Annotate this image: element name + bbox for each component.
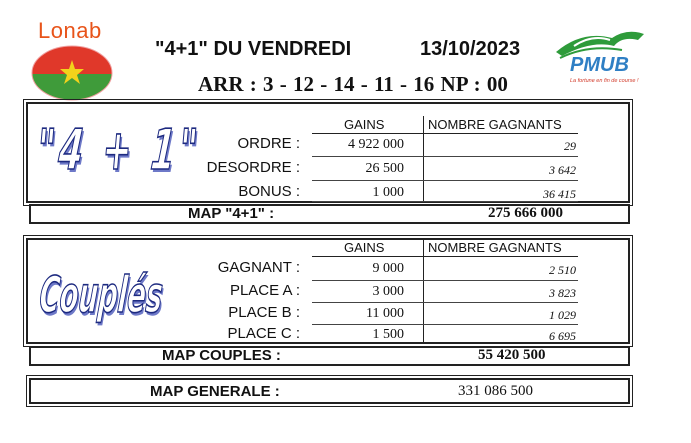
- winners-place-c: 6 695: [549, 329, 576, 343]
- map-couples-value: 55 420 500: [478, 347, 546, 363]
- map-four-plus-one-label: MAP "4+1" :: [188, 205, 275, 222]
- gain-bonus: 1 000: [372, 185, 404, 200]
- row-divider: [312, 156, 578, 157]
- gains-header: GAINS: [344, 240, 385, 255]
- row-divider: [312, 302, 578, 303]
- row-label-gagnant: GAGNANT :: [217, 259, 300, 276]
- row-divider: [312, 180, 578, 181]
- lonab-logo-text: Lonab: [38, 18, 102, 43]
- row-divider: [312, 280, 578, 281]
- map-couples-label: MAP COUPLES :: [162, 347, 281, 364]
- pmub-logo: [552, 24, 662, 96]
- winners-place-a: 3 823: [549, 286, 576, 300]
- row-divider: [312, 201, 578, 202]
- winners-place-b: 1 029: [549, 308, 576, 322]
- winners-bonus: 36 415: [543, 187, 576, 201]
- gain-gagnant: 9 000: [372, 261, 404, 276]
- gain-ordre: 4 922 000: [348, 137, 404, 152]
- map-generale-label: MAP GENERALE :: [150, 383, 280, 400]
- column-divider: [423, 116, 424, 202]
- gain-place-c: 1 500: [372, 327, 404, 342]
- winners-gagnant: 2 510: [549, 263, 576, 277]
- lonab-logo: [26, 18, 118, 104]
- column-divider: [423, 240, 424, 342]
- gain-place-b: 11 000: [366, 306, 404, 321]
- burkina-flag-emblem-icon: [30, 44, 114, 102]
- pmub-tagline: La fortune en fin de course !: [570, 78, 639, 84]
- row-divider: [312, 324, 578, 325]
- winners-header: NOMBRE GAGNANTS: [428, 117, 562, 132]
- header-divider: [312, 133, 578, 134]
- couples-label: Couplés: [37, 266, 165, 324]
- map-generale-bar: [29, 378, 630, 404]
- map-four-plus-one-value: 275 666 000: [488, 205, 563, 221]
- gain-place-a: 3 000: [372, 284, 404, 299]
- row-label-bonus: BONUS :: [238, 183, 300, 200]
- winners-header: NOMBRE GAGNANTS: [428, 240, 562, 255]
- map-generale-value: 331 086 500: [458, 383, 533, 399]
- pmub-logo-text: PMUB: [570, 54, 629, 76]
- winners-desordre: 3 642: [549, 163, 576, 177]
- gains-header: GAINS: [344, 117, 385, 132]
- arrival-result: ARR : 3 - 12 - 14 - 11 - 16 NP : 00: [198, 72, 508, 96]
- gain-desordre: 26 500: [365, 161, 404, 176]
- race-date: 13/10/2023: [420, 38, 521, 60]
- winners-ordre: 29: [564, 139, 576, 153]
- row-label-desordre: DESORDRE :: [206, 159, 300, 176]
- row-label-place-b: PLACE B :: [228, 304, 300, 321]
- four-plus-one-label: "4 + 1": [34, 118, 204, 183]
- header-divider: [312, 256, 578, 257]
- row-label-ordre: ORDRE :: [237, 135, 300, 152]
- row-label-place-c: PLACE C :: [227, 325, 300, 342]
- row-label-place-a: PLACE A :: [229, 282, 300, 299]
- race-title: "4+1" DU VENDREDI: [155, 38, 352, 60]
